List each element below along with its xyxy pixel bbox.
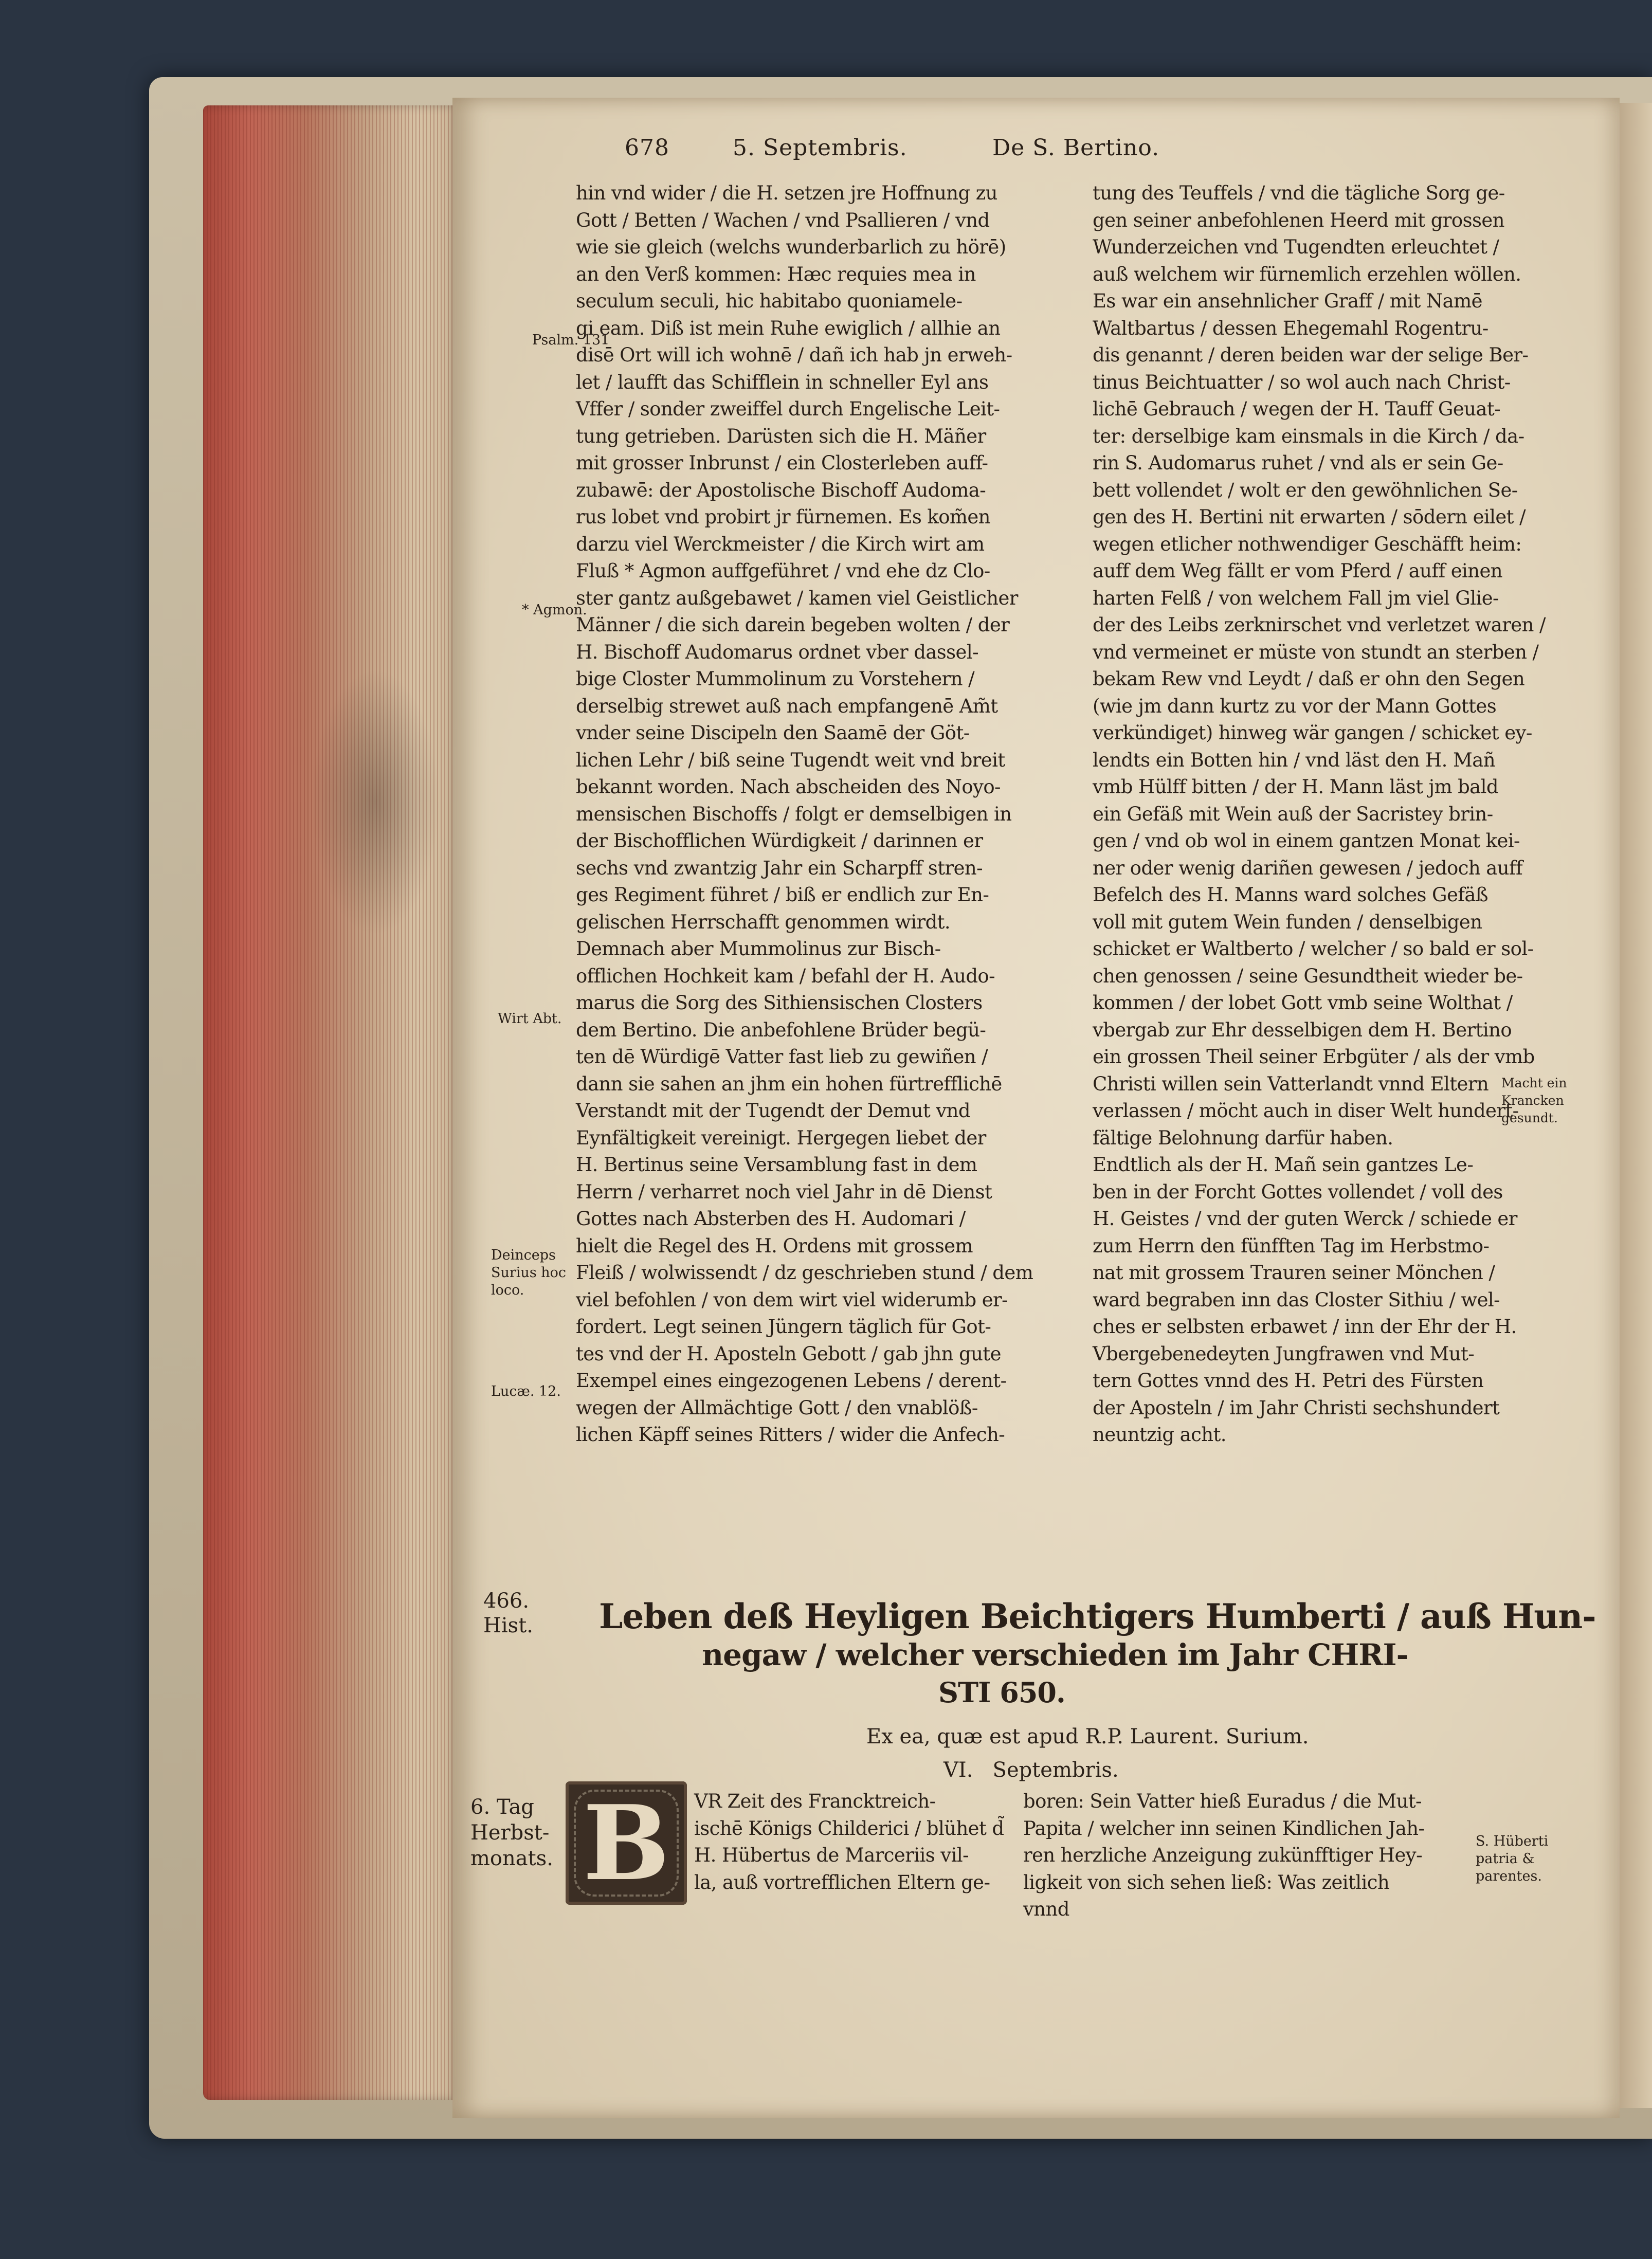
text-line: auff dem Weg fällt er vom Pferd / auff einen <box>1093 560 1503 582</box>
dropcap-initial <box>566 1781 687 1905</box>
text-line: schicket er Waltberto / welcher / so bald er sol- <box>1093 938 1534 960</box>
text-line: lichē Gebrauch / wegen der H. Tauff Geuat- <box>1093 398 1501 420</box>
date-line: VI. Septembris. <box>943 1758 1119 1782</box>
text-line: derselbig strewet auß nach empfangenē Am̃t <box>576 695 998 717</box>
text-line: bekannt worden. Nach abscheiden des Noyo- <box>576 776 1001 798</box>
text-line: la, auß vortrefflichen Eltern ge- <box>694 1871 990 1893</box>
text-line: rin S. Audomarus ruhet / vnd als er sein Ge- <box>1093 452 1503 474</box>
text-line: neuntzig acht. <box>1093 1424 1226 1446</box>
text-line: hin vnd wider / die H. setzen jre Hoffnung zu <box>576 182 997 204</box>
text-line: Demnach aber Mummolinus zur Bisch- <box>576 938 941 960</box>
title-line-3: STI 650. <box>938 1676 1065 1709</box>
text-line: Vbergebenedeyten Jungfrawen vnd Mut- <box>1093 1342 1475 1365</box>
text-line: gen seiner anbefohlenen Heerd mit grossen <box>1093 209 1504 231</box>
dropcap-letter: B <box>583 1782 670 1904</box>
text-line: zubawē: der Apostolische Bischoff Audoma- <box>576 479 986 501</box>
text-line: vnder seine Discipeln den Saamē der Göt- <box>576 722 970 744</box>
margin-agmon: * Agmon. <box>522 602 587 618</box>
text-line: disē Ort will ich wohnē / dañ ich hab jn erweh- <box>576 344 1012 366</box>
text-line: mensischen Bischoffs / folgt er demselbigen in <box>576 803 1012 825</box>
text-line: tes vnd der H. Aposteln Gebott / gab jhn gute <box>576 1342 1001 1365</box>
text-line: sechs vnd zwantzig Jahr ein Scharpff stren- <box>576 857 983 879</box>
text-line: Fleiß / wolwissendt / dz geschrieben stund / dem <box>576 1262 1033 1284</box>
text-line: Papita / welcher inn seinen Kindlichen Jah- <box>1023 1817 1425 1839</box>
text-line: tung getrieben. Darüsten sich die H. Mäñer <box>576 425 986 447</box>
text-line: hielt die Regel des H. Ordens mit grossem <box>576 1234 973 1257</box>
text-line: ligkeit von sich sehen ließ: Was zeitlich <box>1023 1871 1390 1893</box>
text-line: ges Regiment führet / biß er endlich zur En- <box>576 884 989 906</box>
text-line: Herrn / verharret noch viel Jahr in dē Dienst <box>576 1180 992 1203</box>
text-line: viel befohlen / von dem wirt viel widerumb er- <box>576 1288 1008 1311</box>
text-line: an den Verß kommen: Hæc requies mea in <box>576 263 976 285</box>
text-line: Fluß * Agmon auffgeführet / vnd ehe dz Clo- <box>576 560 990 582</box>
text-line: Endtlich als der H. Mañ sein gantzes Le- <box>1093 1154 1474 1176</box>
text-line: voll mit gutem Wein funden / denselbigen <box>1093 910 1482 933</box>
text-line: Verstandt mit der Tugendt der Demut vnd <box>576 1100 970 1122</box>
text-line: tinus Beichtuatter / so wol auch nach Christ- <box>1093 371 1511 393</box>
next-page-strip <box>1620 103 1652 2108</box>
text-line: bekam Rew vnd Leydt / daß er ohn den Segen <box>1093 668 1525 690</box>
text-line: offlichen Hochkeit kam / befahl der H. Audo- <box>576 964 995 987</box>
text-line: lendts ein Botten hin / vnd läst den H. Mañ <box>1093 749 1495 771</box>
margin-deinceps: Deinceps Surius hoc loco. <box>491 1247 567 1298</box>
text-line: ward begraben inn das Closter Sithiu / wel- <box>1093 1288 1500 1311</box>
text-line: Gott / Betten / Wachen / vnd Psallieren / vnd <box>576 209 990 231</box>
text-line: Wunderzeichen vnd Tugendten erleuchtet / <box>1093 236 1499 258</box>
text-line: darzu viel Werckmeister / die Kirch wirt am <box>576 533 985 555</box>
text-line: vbergab zur Ehr desselbigen dem H. Bertino <box>1093 1018 1512 1041</box>
text-line: ren herzliche Anzeigung zukünfftiger Hey- <box>1023 1844 1423 1866</box>
text-line: wegen etlicher nothwendiger Geschäfft heim: <box>1093 533 1522 555</box>
text-line: tung des Teuffels / vnd die tägliche Sorg ge- <box>1093 182 1505 204</box>
page-edges <box>203 105 458 2100</box>
page-stain <box>311 668 440 936</box>
text-line: Christi willen sein Vatterlandt vnnd Eltern <box>1093 1072 1489 1095</box>
text-line: Männer / die sich darein begeben wolten / der <box>576 614 1010 636</box>
text-line: der des Leibs zerknirschet vnd verletzet waren / <box>1093 614 1546 636</box>
text-line: Eynfältigkeit vereinigt. Hergegen liebet der <box>576 1126 986 1149</box>
text-line: vmb Hülff bitten / der H. Mann läst jm bald <box>1093 776 1498 798</box>
text-line: ten dē Würdigē Vatter fast lieb zu gewiñen / <box>576 1046 988 1068</box>
text-line: vnnd <box>1023 1898 1069 1920</box>
text-line: ner oder wenig dariñen gewesen / jedoch auff <box>1093 857 1523 879</box>
text-line: wie sie gleich (welchs wunderbarlich zu hörē) <box>576 236 1006 258</box>
text-line: chen genossen / seine Gesundtheit wieder be- <box>1093 964 1523 987</box>
text-line: fältige Belohnung darfür haben. <box>1093 1126 1393 1149</box>
text-line: ster gantz außgebawet / kamen viel Geistlicher <box>576 587 1018 609</box>
text-line: gen des H. Bertini nit erwarten / sōdern eilet / <box>1093 506 1526 528</box>
header-subject: De S. Bertino. <box>992 135 1160 161</box>
text-line: harten Felß / von welchem Fall jm viel Glie- <box>1093 587 1499 609</box>
text-line: ben in der Forcht Gottes vollendet / voll des <box>1093 1180 1503 1203</box>
text-line: gi eam. Diß ist mein Ruhe ewiglich / allhie an <box>576 317 1001 339</box>
text-line: Es war ein ansehnlicher Graff / mit Namē <box>1093 290 1482 312</box>
text-line: zum Herrn den fünfften Tag im Herbstmo- <box>1093 1234 1490 1257</box>
text-line: marus die Sorg des Sithiensischen Closters <box>576 992 983 1014</box>
text-line: lichen Lehr / biß seine Tugendt weit vnd breit <box>576 749 1005 771</box>
text-line: dann sie sahen an jhm ein hohen fürtrefflichē <box>576 1072 1002 1095</box>
text-line: lichen Käpff seines Ritters / wider die Anfech- <box>576 1424 1005 1446</box>
margin-macht: Macht ein Krancken gesundt. <box>1501 1076 1567 1125</box>
lower-left-column <box>694 1788 1004 1896</box>
title-line-2: negaw / welcher verschieden im Jahr CHRI- <box>702 1637 1408 1672</box>
text-line: gen / vnd ob wol in einem gantzen Monat kei- <box>1093 830 1520 852</box>
text-line: vnd vermeinet er müste von stundt an sterben / <box>1093 641 1539 663</box>
text-line: wegen der Allmächtige Gott / den vnablöß- <box>576 1396 978 1419</box>
source-line: Ex ea, quæ est apud R.P. Laurent. Surium. <box>866 1725 1309 1748</box>
text-line: Waltbartus / dessen Ehegemahl Rogentru- <box>1093 317 1488 339</box>
text-line: Vffer / sonder zweiffel durch Engelische Leit- <box>576 398 1000 420</box>
title-line-1: Leben deß Heyligen Beichtigers Humberti / auß Hun- <box>599 1596 1596 1636</box>
text-line: gelischen Herrschafft genommen wirdt. <box>576 910 951 933</box>
text-line: der Bischofflichen Würdigkeit / darinnen er <box>576 830 983 852</box>
lower-right-column <box>1023 1788 1424 1923</box>
left-column <box>576 180 1033 1449</box>
text-line: bige Closter Mummolinum zu Vorstehern / <box>576 668 975 690</box>
right-column <box>1093 180 1546 1449</box>
text-line: verlassen / möcht auch in diser Welt hundert- <box>1093 1100 1519 1122</box>
text-line: ein Gefäß mit Wein auß der Sacristey brin- <box>1093 803 1493 825</box>
text-line: ter: derselbige kam einsmals in die Kirch / da- <box>1093 425 1524 447</box>
text-line: Gottes nach Absterben des H. Audomari / <box>576 1208 966 1230</box>
text-line: H. Geistes / vnd der guten Werck / schiede er <box>1093 1208 1517 1230</box>
header-date: 5. Septembris. <box>733 135 907 161</box>
text-line: verkündiget) hinweg wär gangen / schicket ey- <box>1093 722 1532 744</box>
text-line: dem Bertino. Die anbefohlene Brüder begü- <box>576 1018 986 1041</box>
margin-history-number: 466. Hist. <box>483 1589 533 1637</box>
text-line: Befelch des H. Manns ward solches Gefäß <box>1093 884 1488 906</box>
text-line: dis genannt / deren beiden war der selige Ber- <box>1093 344 1529 366</box>
text-line: fordert. Legt seinen Jüngern täglich für Got- <box>576 1316 991 1338</box>
text-line: VR Zeit des Francktreich- <box>694 1790 936 1812</box>
page-number: 678 <box>625 135 669 161</box>
text-line: rus lobet vnd probirt jr fürnemen. Es kom̃en <box>576 506 990 528</box>
margin-lucae: Lucæ. 12. <box>491 1383 561 1399</box>
text-line: boren: Sein Vatter hieß Euradus / die Mut- <box>1023 1790 1422 1812</box>
margin-psalm: Psalm. 131 <box>532 332 610 348</box>
margin-tag: 6. Tag Herbst- monats. <box>470 1795 553 1870</box>
text-line: auß welchem wir fürnemlich erzehlen wöllen. <box>1093 263 1521 285</box>
text-line: mit grosser Inbrunst / ein Closterleben auff- <box>576 452 988 474</box>
text-line: H. Hübertus de Marceriis vil- <box>694 1844 969 1866</box>
text-line: H. Bertinus seine Versamblung fast in dem <box>576 1154 977 1176</box>
text-line: H. Bischoff Audomarus ordnet vber dassel- <box>576 641 978 663</box>
margin-huberti: S. Hüberti patria & parentes. <box>1476 1833 1549 1884</box>
text-line: kommen / der lobet Gott vmb seine Wolthat / <box>1093 992 1513 1014</box>
text-line: bett vollendet / wolt er den gewöhnlichen Se- <box>1093 479 1518 501</box>
margin-wirt-abt: Wirt Abt. <box>498 1011 562 1027</box>
text-line: der Aposteln / im Jahr Christi sechshundert <box>1093 1396 1500 1419</box>
text-line: let / laufft das Schifflein in schneller Eyl ans <box>576 371 989 393</box>
text-line: Exempel eines eingezogenen Lebens / derent- <box>576 1370 1007 1392</box>
text-line: ein grossen Theil seiner Erbgüter / als der vmb <box>1093 1046 1535 1068</box>
text-line: ischē Königs Childerici / blühet d̃ <box>694 1817 1004 1839</box>
text-line: (wie jm dann kurtz zu vor der Mann Gottes <box>1093 695 1497 717</box>
text-line: ches er selbsten erbawet / inn der Ehr der H. <box>1093 1316 1517 1338</box>
text-line: nat mit grossem Trauren seiner Mönchen / <box>1093 1262 1495 1284</box>
text-line: seculum seculi, hic habitabo quoniamele- <box>576 290 963 312</box>
text-line: tern Gottes vnnd des H. Petri des Fürsten <box>1093 1370 1484 1392</box>
